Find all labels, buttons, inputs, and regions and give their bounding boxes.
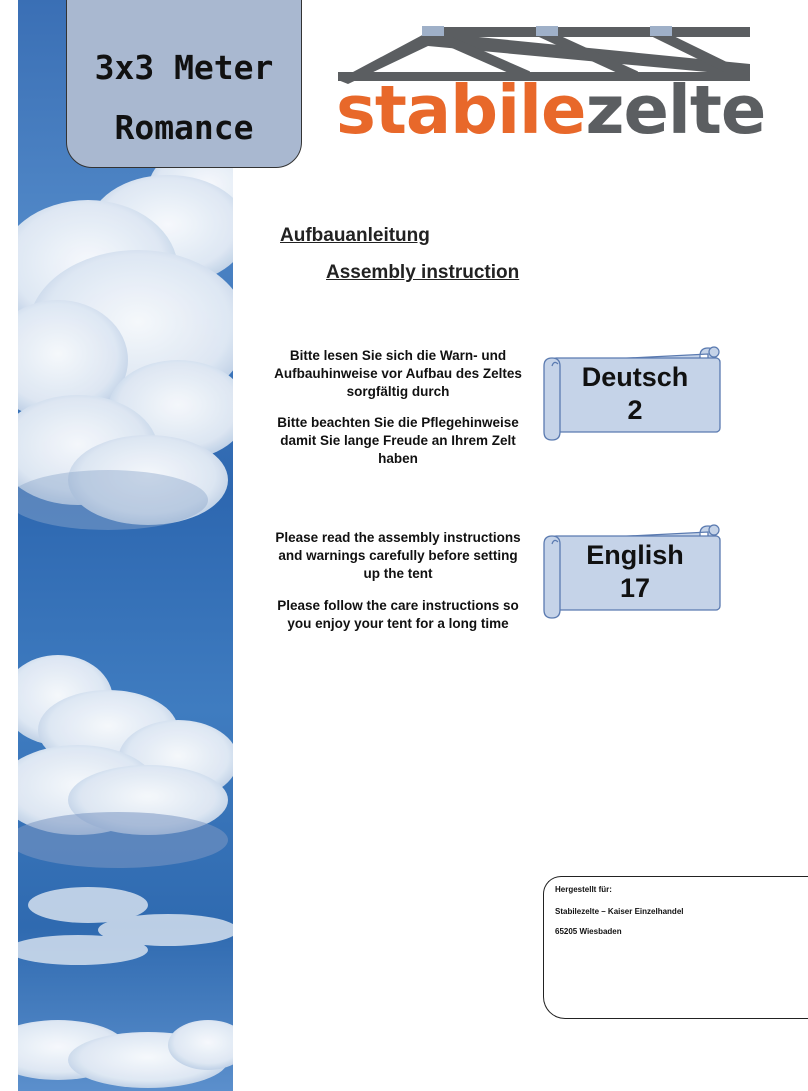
brand-logo-text [336,70,765,150]
scroll-english-label: English [586,540,684,570]
manufacturer-city: 65205 Wiesbaden [555,927,622,936]
logo-part-1: stabile [336,71,586,149]
scroll-german[interactable] [553,361,717,427]
german-care-text: Bitte beachten Sie die Pflegehinweise damit Sie lange Freude an Ihrem Zelt haben [277,415,519,466]
manufacturer-company: Stabilezelte – Kaiser Einzelhandel [555,907,684,916]
german-warning-text: Bitte lesen Sie sich die Warn- und Aufbauhinweise vor Aufbau des Zeltes sorgfältig durch [274,348,522,399]
scroll-german-label: Deutsch [581,362,689,392]
manufacturer-box [543,876,808,1019]
product-title-line2: Romance [114,108,254,147]
product-title [66,38,302,158]
manufacturer-label: Hergestellt für: [555,885,612,894]
english-care-text: Please follow the care instructions so you enjoy your tent for a long time [277,598,519,631]
english-warning-text: Please read the assembly instructions and warnings carefully before setting up the tent [275,530,521,581]
scroll-german-page: 2 [627,395,643,425]
scroll-english[interactable] [553,539,717,605]
product-title-line1: 3x3 Meter [94,48,274,87]
logo-part-2: zelte [585,71,766,149]
heading-german: Aufbauanleitung [280,225,430,246]
scroll-english-page: 17 [619,573,651,603]
heading-english: Assembly instruction [326,262,520,283]
